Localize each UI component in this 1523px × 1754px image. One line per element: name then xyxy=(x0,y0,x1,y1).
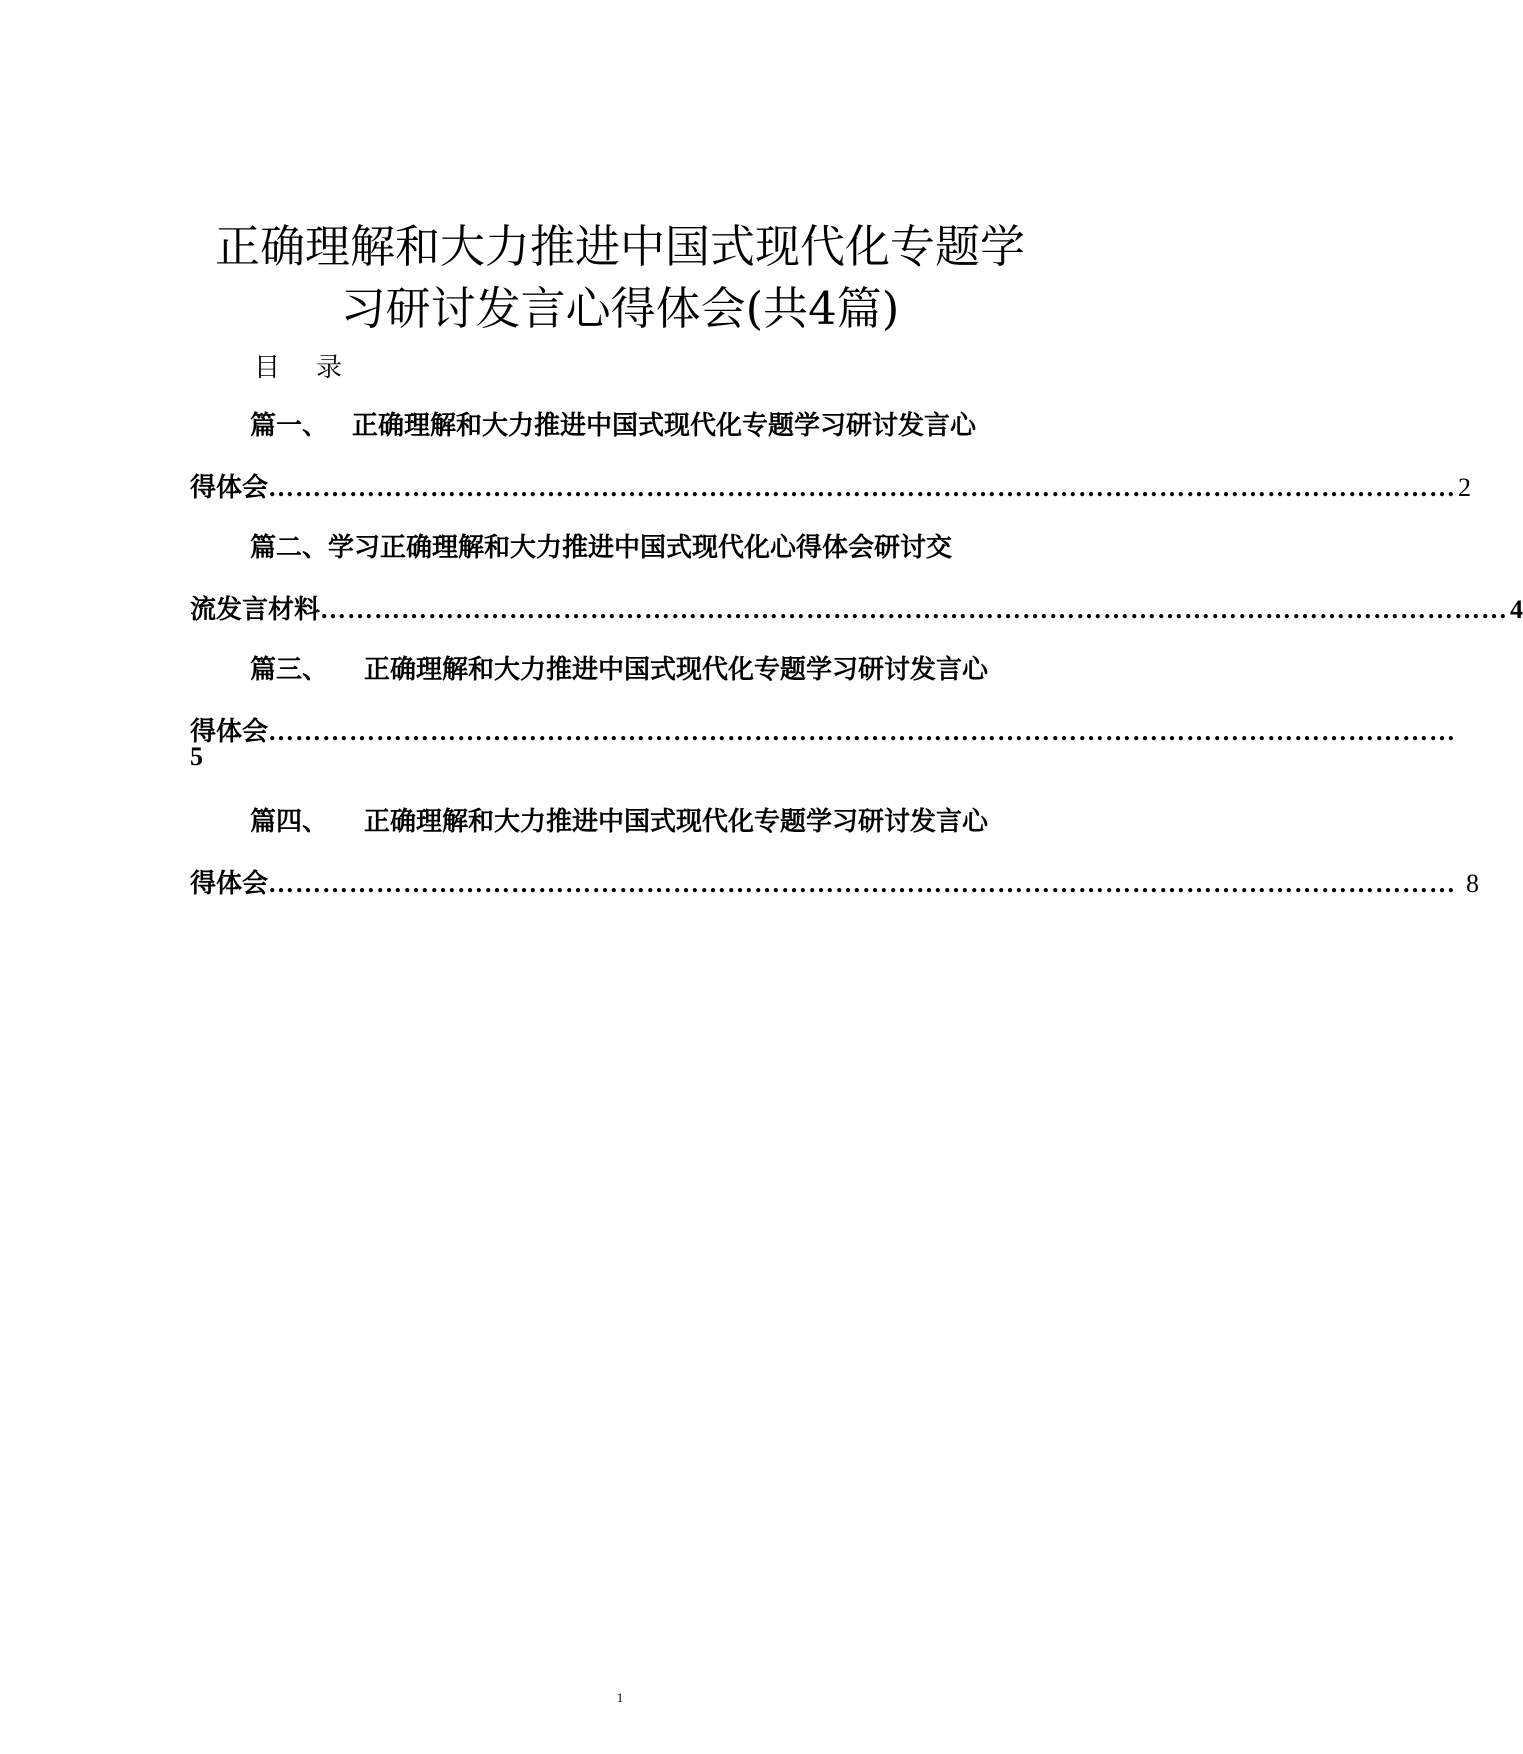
toc-heading-char-1: 目 xyxy=(254,353,281,383)
toc-entry-line-two xyxy=(190,712,1457,752)
toc-entry-text: 正确理解和大力推进中国式现代化专题学习研讨发言心 xyxy=(364,655,989,685)
toc-heading-char-2: 录 xyxy=(316,353,343,383)
toc-entry-2[interactable] xyxy=(190,528,1523,630)
toc-entry-title xyxy=(190,802,1056,842)
toc-entry-1[interactable] xyxy=(190,406,1472,508)
toc-entry-4[interactable] xyxy=(190,802,1480,904)
toc-leader-dots: …………………………………………………………………………………………………………………… xyxy=(320,595,1509,624)
toc-leader-dots: …………………………………………………………………………………………………………………… xyxy=(268,717,1457,746)
toc-entry-line-two xyxy=(190,590,1523,630)
toc-leader-dots: …………………………………………………………………………………………………………………… xyxy=(268,869,1457,898)
toc-entry-page: 4 xyxy=(1510,595,1523,624)
toc-entry-label: 流发言材料 xyxy=(190,595,321,625)
toc-entry-prefix: 篇二、 xyxy=(250,533,329,563)
toc-entry-prefix: 篇四、 xyxy=(250,807,329,837)
toc-entry-title xyxy=(190,528,1056,568)
toc-entry-prefix: 篇一、 xyxy=(250,411,329,441)
toc-entry-page: 5 xyxy=(190,742,203,771)
toc-entry-page: 8 xyxy=(1466,869,1480,898)
toc-entry-label: 得体会 xyxy=(190,869,269,899)
toc-entry-title xyxy=(190,650,1056,690)
toc-entry-prefix: 篇三、 xyxy=(250,655,329,685)
toc-entry-title xyxy=(190,406,1056,446)
toc-heading xyxy=(254,352,342,384)
toc-entry-text: 正确理解和大力推进中国式现代化专题学习研讨发言心 xyxy=(364,807,989,837)
toc-entry-text: 学习正确理解和大力推进中国式现代化心得体会研讨交 xyxy=(328,533,953,563)
toc-leader-dots: …………………………………………………………………………………………………………………… xyxy=(268,473,1457,502)
page-number: 1 xyxy=(616,1690,624,1705)
toc-entry-3[interactable] xyxy=(190,650,1457,771)
toc-entry-line-two xyxy=(190,468,1472,508)
toc-entry-text: 正确理解和大力推进中国式现代化专题学习研讨发言心 xyxy=(352,411,977,441)
toc-entry-label: 得体会 xyxy=(190,473,269,503)
page-title xyxy=(0,216,1240,340)
title-line-1: 正确理解和大力推进中国式现代化专题学 xyxy=(214,220,1025,274)
toc-entry-page: 2 xyxy=(1458,473,1472,502)
toc-entry-label: 得体会 xyxy=(190,717,269,747)
toc-entry-line-two xyxy=(190,864,1480,904)
title-line-2: 习研讨发言心得体会(共4篇) xyxy=(340,282,900,336)
